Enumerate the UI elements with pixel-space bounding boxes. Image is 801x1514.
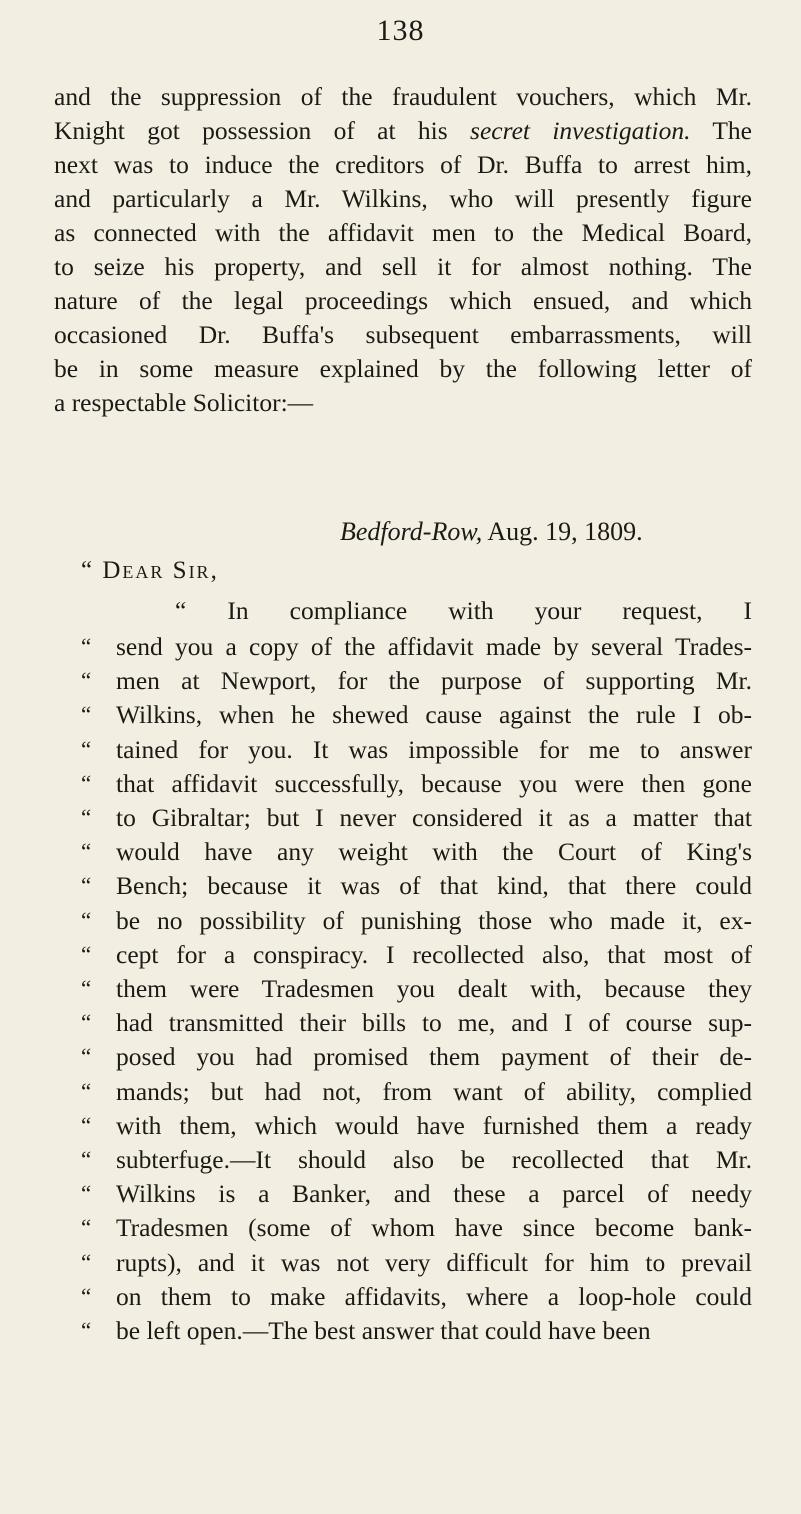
letter-dateline — [340, 515, 643, 549]
text-run: Knight got possession of at his — [54, 116, 471, 145]
letter-line: posed you had promised them payment of their de- — [116, 1042, 752, 1071]
letter-line: on them to make affidavits, where a loop-hole could — [116, 1282, 752, 1311]
letter-line: with them, which would have furnished them a ready — [116, 1111, 752, 1140]
page-number: 138 — [376, 14, 425, 47]
letter-salutation — [81, 554, 219, 588]
letter-line: would have any weight with the Court of King's — [116, 837, 752, 866]
quote-mark: “ — [81, 839, 92, 864]
quote-mark: “ — [81, 1147, 92, 1172]
quote-mark: “ — [81, 1284, 92, 1309]
letter-line: them were Tradesmen you dealt with, because they — [116, 974, 752, 1003]
letter-line: that affidavit successfully, because you were then gone — [116, 769, 752, 798]
paragraph-line-6: to seize his property, and sell it for almost nothing. The — [54, 252, 752, 281]
letter-line: had transmitted their bills to me, and I of course sup- — [116, 1008, 752, 1037]
quote-mark: “ — [81, 634, 92, 659]
quote-mark: “ — [81, 1044, 92, 1069]
letter-line: Bench; because it was of that kind, that there could — [116, 871, 752, 900]
letter-line: mands; but had not, from want of ability, complied — [116, 1077, 752, 1106]
letter-line: subterfuge.—It should also be recollected that Mr. — [116, 1145, 752, 1174]
letter-line: rupts), and it was not very difficult for him to prevail — [116, 1248, 752, 1277]
quote-mark: “ — [81, 1113, 92, 1138]
letter-line: men at Newport, for the purpose of supporting Mr. — [116, 666, 752, 695]
quote-mark: “ — [81, 1181, 92, 1206]
quote-mark: “ — [81, 908, 92, 933]
quote-mark: “ — [81, 942, 92, 967]
salutation-text: Dear Sir, — [102, 557, 219, 584]
letter-line: Wilkins, when he shewed cause against the rule I ob- — [116, 700, 752, 729]
letter-line: cept for a conspiracy. I recollected also, that most of — [116, 940, 752, 969]
quote-mark: “ — [81, 557, 95, 584]
letter-date: Aug. 19, 1809. — [482, 517, 643, 546]
paragraph-line-1: and the suppression of the fraudulent vouchers, which Mr. — [54, 82, 752, 111]
quote-mark: “ — [81, 1318, 92, 1343]
quote-mark: “ — [81, 737, 92, 762]
letter-line: to Gibraltar; but I never considered it as a matter that — [116, 803, 752, 832]
paragraph-line-3: next was to induce the creditors of Dr. Buffa to arrest him, — [54, 150, 752, 179]
quote-mark: “ — [81, 1215, 92, 1240]
letter-line: send you a copy of the affidavit made by several Trades- — [116, 632, 752, 661]
paragraph-line-10: a respectable Solicitor:— — [54, 388, 314, 417]
quote-mark: “ — [81, 1250, 92, 1275]
italic-phrase: secret investigation. — [470, 116, 691, 145]
letter-opening-line: “ In compliance with your request, I — [175, 596, 752, 625]
paragraph-line-5: as connected with the affidavit men to the Medical Board, — [54, 218, 752, 247]
quote-mark: “ — [81, 1010, 92, 1035]
text-run: The — [690, 116, 752, 145]
letter-line: Tradesmen (some of whom have since become bank- — [116, 1213, 752, 1242]
paragraph-line-2 — [54, 114, 752, 148]
letter-line: be left open.—The best answer that could have been — [116, 1316, 651, 1345]
quote-mark: “ — [81, 702, 92, 727]
paragraph-line-7: nature of the legal proceedings which ensued, and which — [54, 286, 752, 315]
quote-mark: “ — [81, 668, 92, 693]
letter-line: Wilkins is a Banker, and these a parcel of needy — [116, 1179, 752, 1208]
paragraph-line-9: be in some measure explained by the following letter of — [54, 354, 752, 383]
paragraph-line-4: and particularly a Mr. Wilkins, who will presently figure — [54, 184, 752, 213]
quote-mark: “ — [81, 771, 92, 796]
letter-line: be no possibility of punishing those who made it, ex- — [116, 906, 752, 935]
quote-mark: “ — [81, 805, 92, 830]
quote-mark: “ — [81, 1079, 92, 1104]
letter-line: tained for you. It was impossible for me to answer — [116, 735, 752, 764]
quote-mark: “ — [81, 976, 92, 1001]
quote-mark: “ — [81, 873, 92, 898]
letter-place: Bedford-Row, — [340, 517, 483, 546]
paragraph-line-8: occasioned Dr. Buffa's subsequent embarrassments, will — [54, 320, 752, 349]
